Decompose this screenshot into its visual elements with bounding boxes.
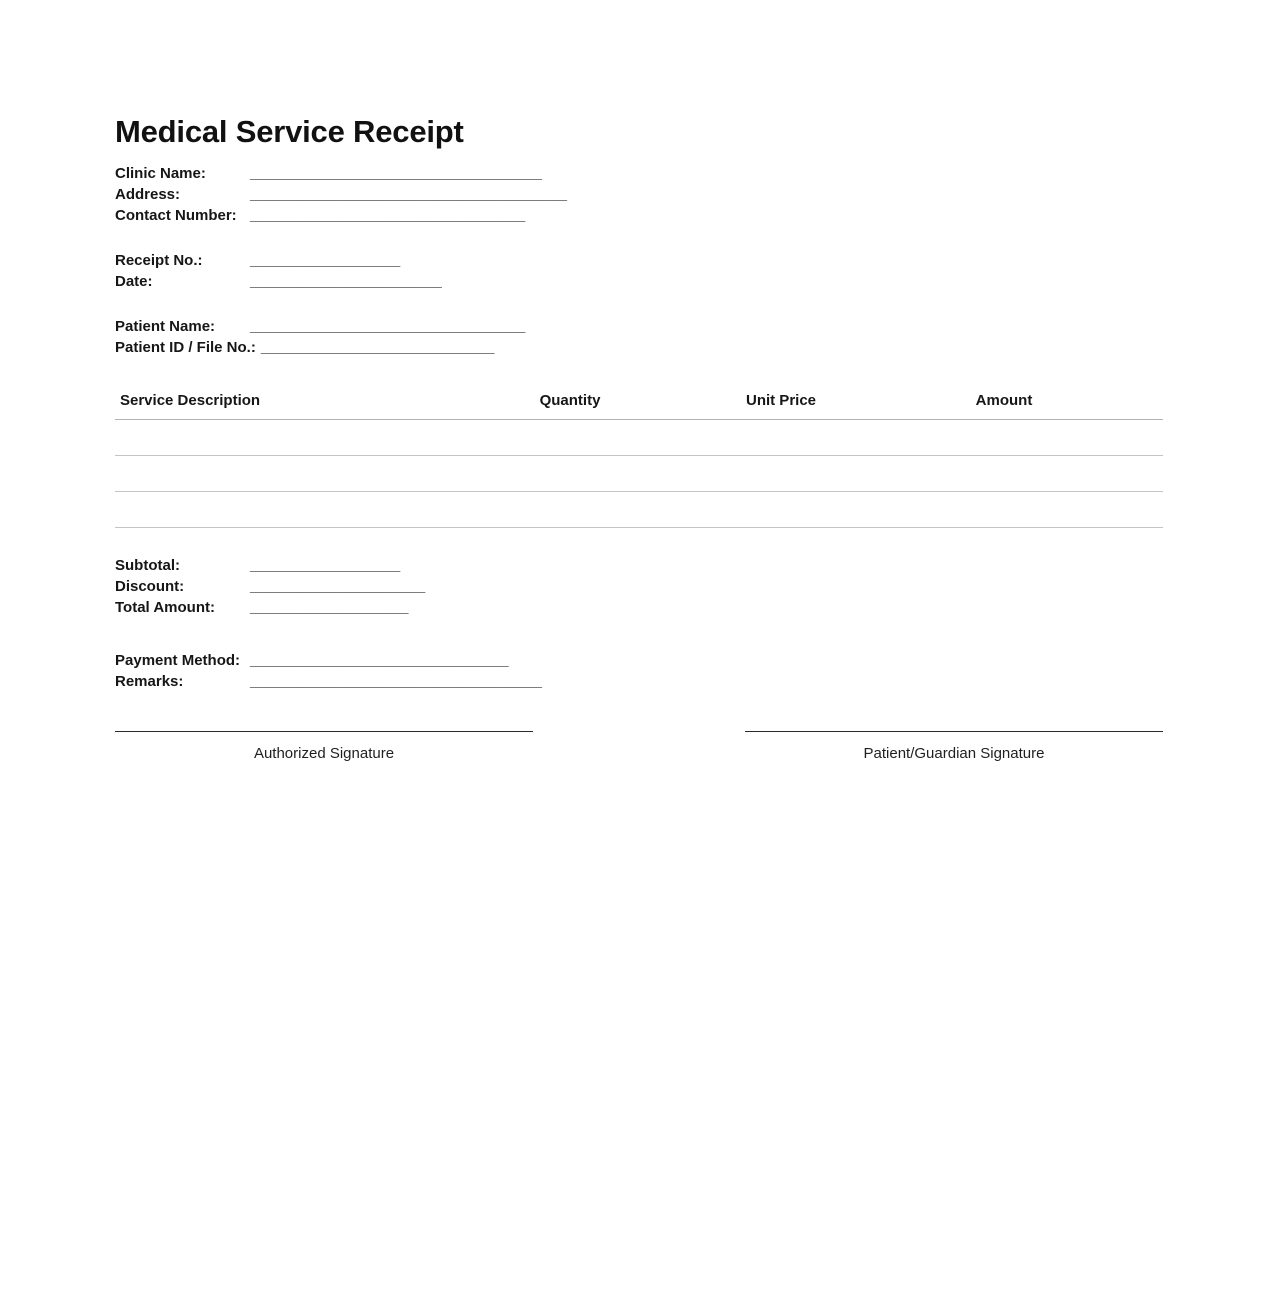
address-label: Address: bbox=[115, 186, 181, 203]
column-header-unit-price: Unit Price bbox=[745, 392, 817, 409]
patient-guardian-signature-line bbox=[745, 731, 1163, 732]
table-row bbox=[115, 420, 1163, 456]
patient-name-field bbox=[115, 316, 1163, 337]
services-table bbox=[115, 390, 1163, 528]
totals-section bbox=[115, 555, 1163, 618]
clinic-name-blank-line: ___________________________________ bbox=[250, 165, 542, 182]
column-header-amount: Amount bbox=[975, 392, 1033, 409]
contact-number-field bbox=[115, 205, 1163, 226]
clinic-info-section bbox=[115, 163, 1163, 226]
services-table-header-row bbox=[115, 390, 1163, 420]
remarks-label: Remarks: bbox=[115, 673, 184, 690]
payment-method-blank-line: _______________________________ bbox=[250, 652, 509, 669]
patient-info-section bbox=[115, 316, 1163, 358]
subtotal-label: Subtotal: bbox=[115, 557, 180, 574]
patient-name-blank-line: _________________________________ bbox=[250, 318, 526, 335]
clinic-name-field bbox=[115, 163, 1163, 184]
patient-name-label: Patient Name: bbox=[115, 318, 216, 335]
payment-section bbox=[115, 650, 1163, 692]
column-header-quantity: Quantity bbox=[539, 392, 601, 409]
total-amount-blank-line: ___________________ bbox=[250, 599, 409, 616]
clinic-name-label: Clinic Name: bbox=[115, 165, 206, 182]
receipt-no-label: Receipt No.: bbox=[115, 252, 203, 269]
subtotal-field bbox=[115, 555, 1163, 576]
date-blank-line: _______________________ bbox=[250, 273, 442, 290]
authorized-signature-block bbox=[115, 731, 533, 764]
receipt-no-field bbox=[115, 250, 1163, 271]
patient-guardian-signature-label: Patient/Guardian Signature bbox=[863, 745, 1045, 762]
date-label: Date: bbox=[115, 273, 153, 290]
patient-id-label: Patient ID / File No.: bbox=[115, 339, 256, 356]
patient-id-field bbox=[115, 337, 1163, 358]
signatures-section bbox=[115, 731, 1163, 764]
discount-field bbox=[115, 576, 1163, 597]
receipt-info-section bbox=[115, 250, 1163, 292]
authorized-signature-label: Authorized Signature bbox=[253, 745, 395, 762]
document-content bbox=[115, 113, 1163, 764]
address-field bbox=[115, 184, 1163, 205]
remarks-field bbox=[115, 671, 1163, 692]
contact-number-blank-line: _________________________________ bbox=[250, 207, 526, 224]
remarks-blank-line: ___________________________________ bbox=[250, 673, 542, 690]
column-header-service-description: Service Description bbox=[120, 392, 261, 409]
authorized-signature-line bbox=[115, 731, 533, 732]
patient-guardian-signature-block bbox=[745, 731, 1163, 764]
total-amount-label: Total Amount: bbox=[115, 599, 215, 616]
contact-number-label: Contact Number: bbox=[115, 207, 237, 224]
address-blank-line: ______________________________________ bbox=[250, 186, 568, 203]
receipt-no-blank-line: __________________ bbox=[250, 252, 401, 269]
table-row bbox=[115, 492, 1163, 528]
table-row bbox=[115, 456, 1163, 492]
patient-id-blank-line: ____________________________ bbox=[260, 339, 495, 356]
page-title: Medical Service Receipt bbox=[115, 114, 464, 149]
discount-blank-line: _____________________ bbox=[250, 578, 426, 595]
date-field bbox=[115, 271, 1163, 292]
payment-method-field bbox=[115, 650, 1163, 671]
total-amount-field bbox=[115, 597, 1163, 618]
subtotal-blank-line: __________________ bbox=[250, 557, 401, 574]
payment-method-label: Payment Method: bbox=[115, 652, 241, 669]
discount-label: Discount: bbox=[115, 578, 185, 595]
